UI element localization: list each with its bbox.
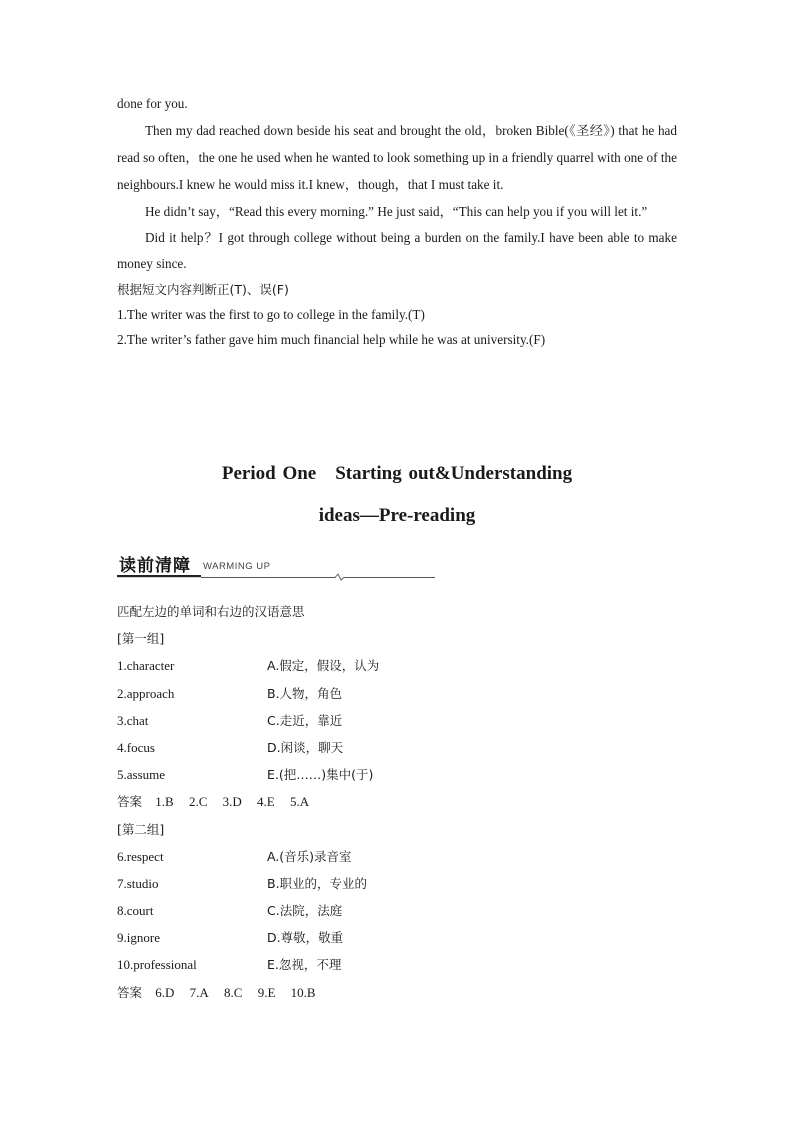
match-row [117,870,677,897]
match-row [117,951,677,978]
answer-item: 8.C [224,984,243,1000]
true-false-statement: 1.The writer was the first to go to college in the family.(T) [117,307,425,322]
match-meaning: B.职业的，专业的 [267,875,368,891]
match-meaning: A.假定，假设，认为 [267,658,380,674]
answer-item: 3.D [222,794,242,810]
match-row [117,897,677,924]
match-word: 3.chat [117,712,149,728]
answer-row [117,788,677,815]
section-subtitle: WARMING UP [203,561,271,572]
answer-item: 6.D [155,984,175,1000]
match-meaning: A.(音乐)录音室 [267,848,352,864]
passage-paragraph: done for you. [117,96,188,111]
passage-paragraph: He didn’t say，“Read this every morning.” He just said，“This can help you if you will let it.” [145,204,648,219]
match-row [117,843,677,870]
match-row [117,707,677,734]
match-meaning: C.走近，靠近 [267,712,343,728]
answer-row [117,979,677,1006]
match-word: 1.character [117,658,175,674]
section-header-warming-up [117,548,437,582]
true-false-instruction: 根据短文内容判断正(T)、误(F) [117,282,289,297]
match-row [117,652,677,679]
reading-passage [117,90,677,352]
answer-label: 答案 [117,794,143,810]
answer-item: 4.E [257,794,275,810]
match-row [117,924,677,951]
match-row [117,761,677,788]
match-word: 2.approach [117,685,175,701]
match-word: 7.studio [117,875,159,891]
answer-item: 2.C [188,794,208,810]
match-word: 9.ignore [117,930,160,946]
match-meaning: E.(把……)集中(于) [267,767,374,783]
passage-paragraph: Did it help？I got through college without being a burden on the family.I have been able to make money since. [117,230,677,271]
match-word: 8.court [117,903,154,919]
match-word: 6.respect [117,848,164,864]
matching-instruction: 匹配左边的单词和右边的汉语意思 [117,604,305,619]
answer-item: 7.A [189,984,209,1000]
match-row [117,734,677,761]
match-meaning: C.法院，法庭 [267,903,343,919]
match-word: 5.assume [117,767,166,783]
answer-item: 9.E [257,984,276,1000]
match-word: 10.professional [117,957,197,973]
answer-label: 答案 [117,984,143,1000]
match-meaning: B.人物，角色 [267,685,343,701]
match-meaning: D.尊敬，敬重 [267,930,344,946]
period-title-line-1: Period One Starting out&Understanding [221,463,573,484]
match-word: 4.focus [117,739,155,755]
group-label: [第一组] [117,631,165,647]
answer-item: 5.A [289,794,310,810]
answer-item: 1.B [155,794,174,810]
match-meaning: D.闲谈，聊天 [267,739,344,755]
section-title: 读前清障 [119,556,191,576]
passage-paragraph: Then my dad reached down beside his seat and brought the old，broken Bible(《圣经》) that he had read so often，the one he used when he wanted to look something up in a friendly quarrel with one of the neighbours.I knew he would miss it.I knew，though，that I must take it. [117,123,677,192]
period-title-line-2: ideas—Pre-reading [318,505,476,526]
match-meaning: E.忽视，不理 [267,957,342,973]
matching-exercise [117,598,677,1006]
group-label: [第二组] [117,821,165,837]
true-false-statement: 2.The writer’s father gave him much financial help while he was at university.(F) [117,332,546,347]
match-row [117,680,677,707]
answer-item: 10.B [290,984,316,1000]
